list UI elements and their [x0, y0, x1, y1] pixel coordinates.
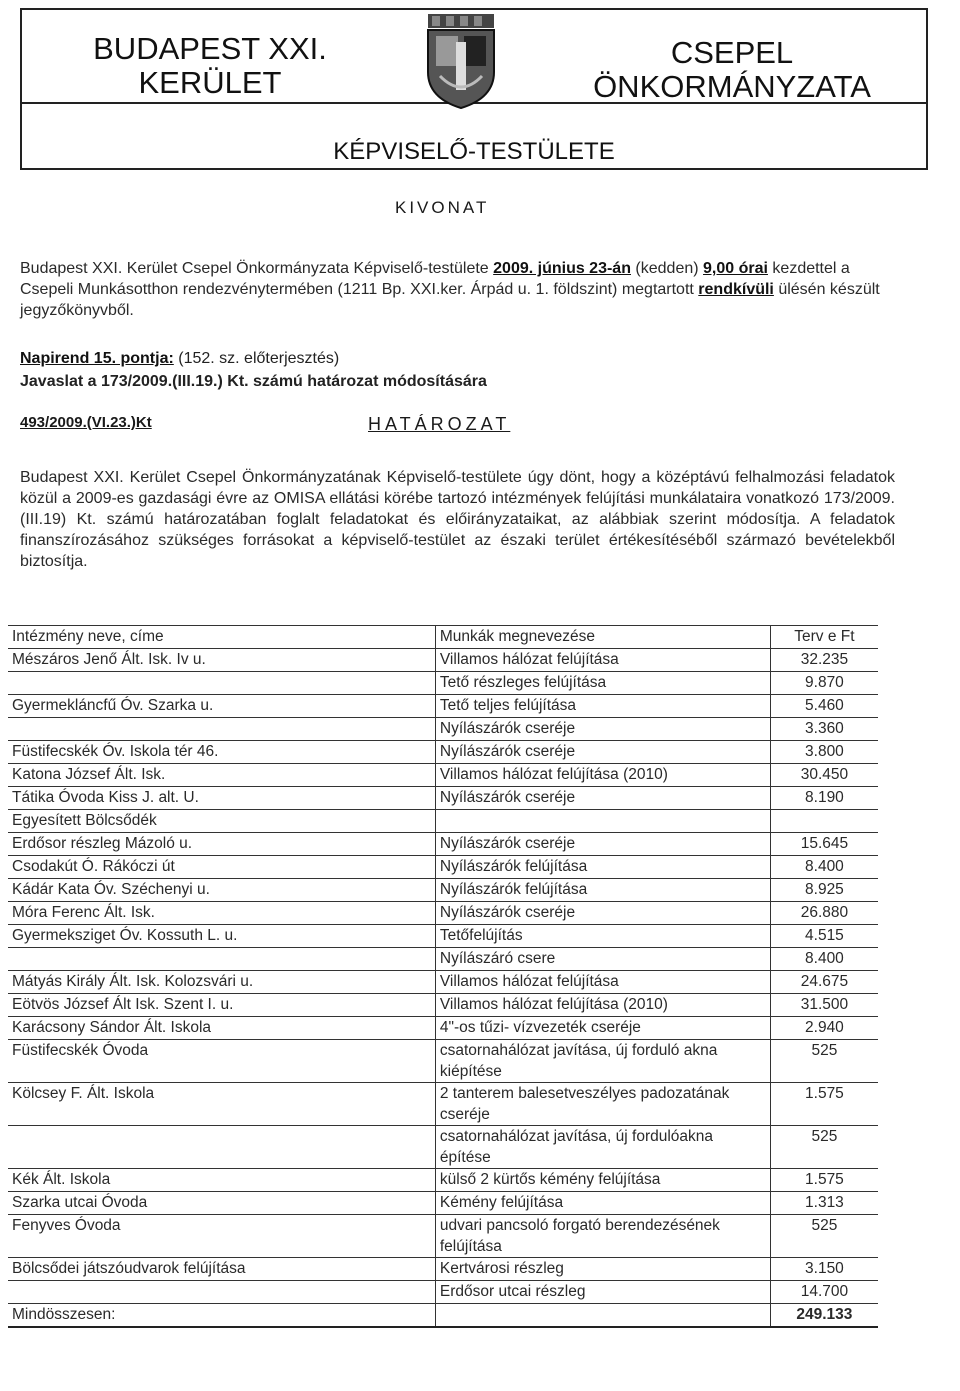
works-cell: Nyílászárók cseréje [435, 902, 770, 925]
table-row [8, 1040, 878, 1083]
column-header-plan: Terv e Ft [770, 626, 878, 649]
table-row [8, 994, 878, 1017]
plan-value-cell: 1.575 [770, 1083, 878, 1126]
works-cell: Nyílászárók cseréje [435, 833, 770, 856]
plan-value-cell: 31.500 [770, 994, 878, 1017]
institution-cell: Csodakút Ó. Rákóczi út [8, 856, 435, 879]
district-line2: KERÜLET [138, 65, 282, 100]
agenda-subject: Javaslat a 173/2009.(III.19.) Kt. számú határozat módosítására [20, 373, 487, 390]
table-row [8, 649, 878, 672]
works-cell: Tető teljes felújítása [435, 695, 770, 718]
works-cell [435, 810, 770, 833]
plan-value-cell: 525 [770, 1040, 878, 1083]
institution-cell: Szarka utcai Óvoda [8, 1192, 435, 1215]
table-row [8, 1017, 878, 1040]
agenda-note: (152. sz. előterjesztés) [173, 350, 340, 367]
plan-value-cell: 3.360 [770, 718, 878, 741]
table-row [8, 810, 878, 833]
institution-cell: Karácsony Sándor Ált. Iskola [8, 1017, 435, 1040]
plan-value-cell: 1.575 [770, 1169, 878, 1192]
works-cell: 4"-os tűzi- vízvezeték cseréje [435, 1017, 770, 1040]
works-cell: Villamos hálózat felújítása [435, 649, 770, 672]
intro-text-b: (kedden) [630, 260, 704, 277]
institution-cell [8, 948, 435, 971]
plan-value-cell: 8.190 [770, 787, 878, 810]
decision-heading: HATÁROZAT [368, 414, 511, 434]
plan-value-cell: 1.313 [770, 1192, 878, 1215]
agenda-item [20, 350, 339, 368]
plan-value-cell: 8.925 [770, 879, 878, 902]
plan-value-cell: 32.235 [770, 649, 878, 672]
works-cell: Nyílászárók cseréje [435, 718, 770, 741]
plan-value-cell [770, 810, 878, 833]
total-value: 249.133 [770, 1304, 878, 1328]
table-row [8, 1281, 878, 1304]
municipality-line1: CSEPEL [670, 35, 794, 70]
works-cell: Villamos hálózat felújítása (2010) [435, 994, 770, 1017]
works-cell: Nyílászárók felújítása [435, 879, 770, 902]
institution-cell [8, 1126, 435, 1169]
table-row [8, 672, 878, 695]
plan-value-cell: 8.400 [770, 856, 878, 879]
intro-text-c: kezdettel a Csepeli Munkásotthon rendezvénytermében (1211 Bp. XXI.ker. Árpád u. 1. földszint) megtartott [20, 260, 850, 298]
table-header-row [8, 626, 878, 649]
table-row [8, 1215, 878, 1258]
table-row [8, 971, 878, 994]
coat-of-arms-icon [420, 12, 502, 110]
works-cell: Villamos hálózat felújítása (2010) [435, 764, 770, 787]
municipality-name [567, 36, 897, 104]
total-label: Mindösszesen: [8, 1304, 435, 1328]
works-cell: Kémény felújítása [435, 1192, 770, 1215]
district-line1: BUDAPEST XXI. [93, 31, 327, 66]
plan-value-cell: 30.450 [770, 764, 878, 787]
table-row [8, 856, 878, 879]
table-row [8, 1169, 878, 1192]
works-cell: Tető részleges felújítása [435, 672, 770, 695]
works-cell: Nyílászárók cseréje [435, 741, 770, 764]
plan-value-cell: 9.870 [770, 672, 878, 695]
institution-cell: Kölcsey F. Ált. Iskola [8, 1083, 435, 1126]
institution-cell: Eötvös József Ált Isk. Szent I. u. [8, 994, 435, 1017]
projects-table [8, 625, 878, 1328]
column-header-institution: Intézmény neve, címe [8, 626, 435, 649]
meeting-date: 2009. június 23-án [493, 260, 631, 277]
institution-cell [8, 1281, 435, 1304]
works-cell: Tetőfelújítás [435, 925, 770, 948]
plan-value-cell: 8.400 [770, 948, 878, 971]
table-row [8, 948, 878, 971]
letterhead [20, 8, 928, 170]
table-row [8, 695, 878, 718]
plan-value-cell: 3.800 [770, 741, 878, 764]
institution-cell: Tátika Óvoda Kiss J. alt. U. [8, 787, 435, 810]
works-cell: Erdősor utcai részleg [435, 1281, 770, 1304]
institution-cell: Móra Ferenc Ált. Isk. [8, 902, 435, 925]
total-empty-cell [435, 1304, 770, 1328]
table-row [8, 718, 878, 741]
institution-cell: Egyesített Bölcsődék [8, 810, 435, 833]
column-header-works: Munkák megnevezése [435, 626, 770, 649]
works-cell: Nyílászárók felújítása [435, 856, 770, 879]
plan-value-cell: 3.150 [770, 1258, 878, 1281]
plan-value-cell: 525 [770, 1126, 878, 1169]
municipality-line2: ÖNKORMÁNYZATA [593, 69, 871, 104]
institution-cell: Bölcsődei játszóudvarok felújítása [8, 1258, 435, 1281]
institution-cell: Mészáros Jenő Ált. Isk. Iv u. [8, 649, 435, 672]
works-cell: csatornahálózat javítása, új fordulóakna építése [435, 1126, 770, 1169]
intro-text-a: Budapest XXI. Kerület Csepel Önkormányzata Képviselő-testülete [20, 260, 494, 277]
table-row [8, 879, 878, 902]
institution-cell: Katona József Ált. Isk. [8, 764, 435, 787]
plan-value-cell: 5.460 [770, 695, 878, 718]
institution-cell: Gyermekláncfű Óv. Szarka u. [8, 695, 435, 718]
plan-value-cell: 14.700 [770, 1281, 878, 1304]
plan-value-cell: 525 [770, 1215, 878, 1258]
institution-cell [8, 672, 435, 695]
document-type: KIVONAT [395, 198, 490, 217]
plan-value-cell: 2.940 [770, 1017, 878, 1040]
works-cell: udvari pancsoló forgató berendezésének felújítása [435, 1215, 770, 1258]
meeting-time: 9,00 órai [703, 260, 768, 277]
plan-value-cell: 15.645 [770, 833, 878, 856]
decision-text: Budapest XXI. Kerület Csepel Önkormányzatának Képviselő-testülete úgy dönt, hogy a középtávú felhalmozási feladatok közül a 2009-es gazdasági évre az OMISA ellátási körébe tartozó intézmények felújítási munkálataira vonatkozó 173/2009. (III.19) Kt. számú határozatában foglalt feladatokat és előirányzataikat, az alábbiak szerint módosítja. A feladatok finanszírozásához szükséges forrásokat a képviselő-testület az északi terület értékesítéséből származó bevételekből biztosítja. [20, 469, 895, 570]
session-type: rendkívüli [698, 281, 774, 298]
institution-cell: Gyermeksziget Óv. Kossuth L. u. [8, 925, 435, 948]
table-row [8, 764, 878, 787]
institution-cell: Füstifecskék Óv. Iskola tér 46. [8, 741, 435, 764]
table-row [8, 1192, 878, 1215]
institution-cell: Fenyves Óvoda [8, 1215, 435, 1258]
intro-text-d: ülésén készült jegyzőkönyvből. [20, 281, 880, 319]
plan-value-cell: 26.880 [770, 902, 878, 925]
institution-cell: Kék Ált. Iskola [8, 1169, 435, 1192]
institution-cell: Füstifecskék Óvoda [8, 1040, 435, 1083]
works-cell: 2 tanterem balesetveszélyes padozatának cseréje [435, 1083, 770, 1126]
table-row [8, 1126, 878, 1169]
table-row [8, 1083, 878, 1126]
intro-paragraph [20, 258, 900, 321]
institution-cell [8, 718, 435, 741]
works-cell: Kertvárosi részleg [435, 1258, 770, 1281]
works-cell: Nyílászárók cseréje [435, 787, 770, 810]
works-cell: csatornahálózat javítása, új forduló akna kiépítése [435, 1040, 770, 1083]
district-name [60, 32, 360, 100]
table-row [8, 741, 878, 764]
table-row [8, 833, 878, 856]
body-title: KÉPVISELŐ-TESTÜLETE [333, 138, 615, 165]
table-row [8, 925, 878, 948]
plan-value-cell: 24.675 [770, 971, 878, 994]
table-row [8, 902, 878, 925]
table-row [8, 1258, 878, 1281]
institution-cell: Erdősor részleg Mázoló u. [8, 833, 435, 856]
agenda-label: Napirend 15. pontja: [20, 350, 174, 367]
institution-cell: Kádár Kata Óv. Széchenyi u. [8, 879, 435, 902]
works-cell: külső 2 kürtős kémény felújítása [435, 1169, 770, 1192]
letterhead-top [22, 10, 926, 104]
institution-cell: Mátyás Király Ált. Isk. Kolozsvári u. [8, 971, 435, 994]
works-cell: Villamos hálózat felújítása [435, 971, 770, 994]
works-cell: Nyílászáró csere [435, 948, 770, 971]
table-row [8, 787, 878, 810]
decision-number: 493/2009.(VI.23.)Kt [20, 414, 152, 431]
plan-value-cell: 4.515 [770, 925, 878, 948]
total-row [8, 1304, 878, 1328]
